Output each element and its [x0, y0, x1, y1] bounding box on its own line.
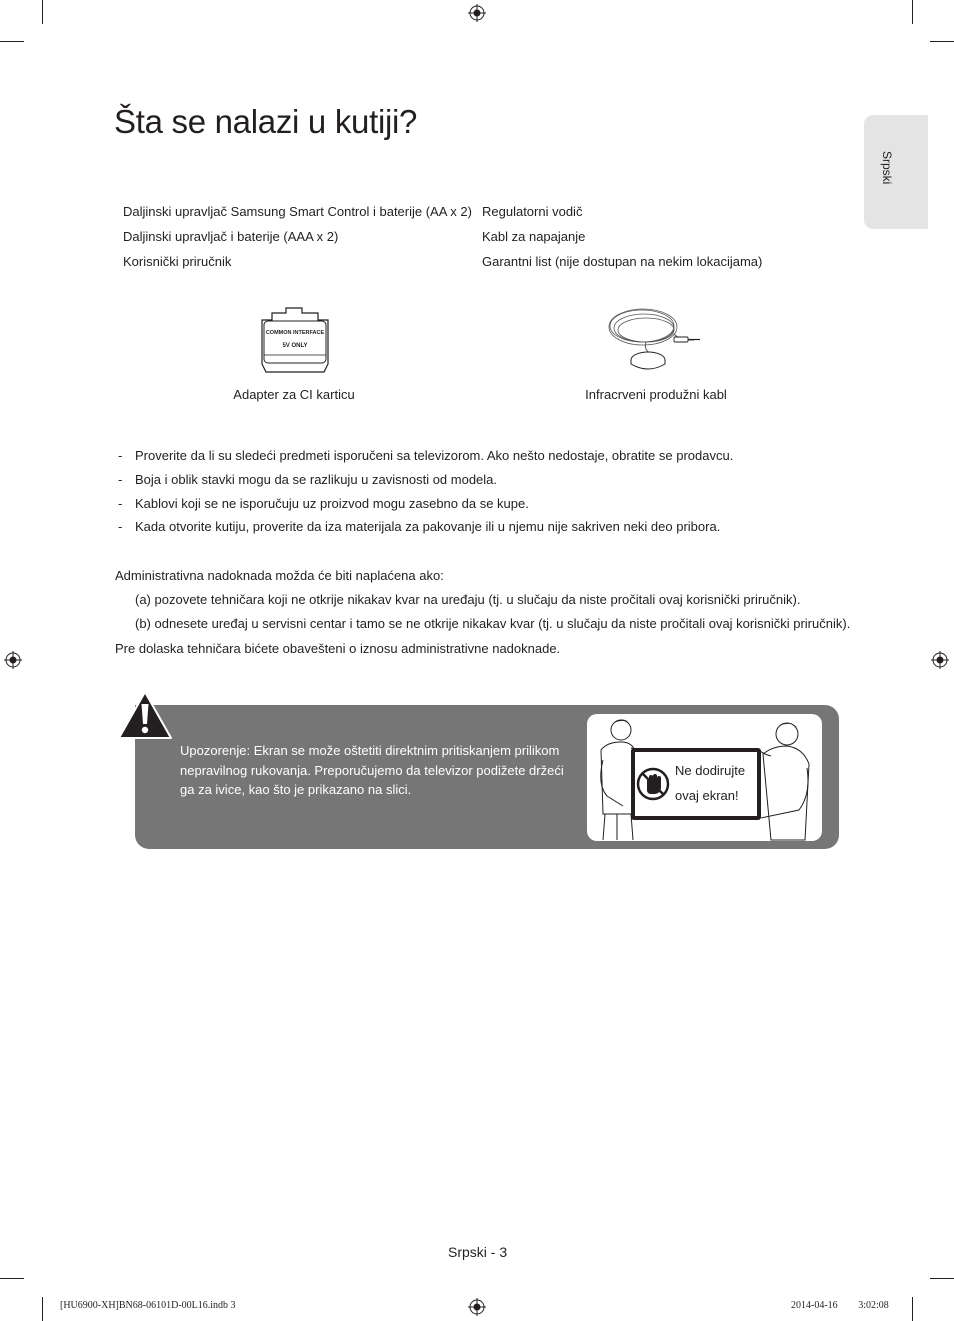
note-text: Kablovi koji se ne isporučuju uz proizvod mogu zasebno da se kupe. — [135, 496, 529, 511]
note-text: Proverite da li su sledeći predmeti isporučeni sa televizorom. Ako nešto nedostaje, obratite se prodavcu. — [135, 448, 734, 463]
registration-mark-icon — [4, 651, 22, 669]
no-touch-hand-icon — [636, 767, 670, 801]
ci-adapter-illustration — [258, 306, 332, 374]
warning-label: Upozorenje — [180, 743, 247, 758]
sign-text-line1: Ne dodirujte — [675, 763, 746, 778]
note-item — [118, 472, 497, 487]
warning-text — [180, 741, 575, 800]
crop-mark — [42, 1297, 43, 1321]
note-dash: - — [118, 519, 123, 534]
note-dash: - — [118, 496, 123, 511]
tv-handling-illustration — [587, 714, 822, 841]
note-text: Kada otvorite kutiju, proverite da iza materijala za pakovanje ili u njemu nije sakriven neki deo pribora. — [135, 519, 721, 534]
contents-item: Garantni list (nije dostupan na nekim lokacijama) — [482, 254, 763, 269]
note-item — [118, 496, 529, 511]
side-tab-label: Srpski — [880, 151, 894, 185]
ci-adapter-label-line2: 5V ONLY — [282, 343, 308, 349]
page-number: Srpski - 3 — [448, 1244, 508, 1260]
ci-adapter-caption: Adapter za CI karticu — [233, 387, 355, 402]
note-item — [118, 519, 720, 534]
fee-case-a: (a) pozovete tehničara koji ne otkrije nikakav kvar na uređaju (tj. u slučaju da niste pročitali ovaj korisnički priručnik). — [135, 592, 801, 607]
note-dash: - — [118, 472, 123, 487]
crop-mark — [0, 41, 24, 42]
crop-mark — [930, 41, 954, 42]
fee-intro: Administrativna nadoknada možda će biti naplaćena ako: — [115, 568, 444, 583]
page-title: Šta se nalazi u kutiji? — [114, 103, 418, 140]
note-text: Boja i oblik stavki mogu da se razlikuju u zavisnosti od modela. — [135, 472, 498, 487]
crop-mark — [42, 0, 43, 24]
warning-triangle-icon — [117, 690, 173, 740]
note-dash: - — [118, 448, 123, 463]
contents-item: Daljinski upravljač Samsung Smart Control i baterije (AA x 2) — [123, 204, 472, 219]
note-item — [118, 448, 733, 463]
registration-mark-icon — [931, 651, 949, 669]
sign-text-line2: ovaj ekran! — [675, 788, 739, 803]
fee-outro: Pre dolaska tehničara bićete obavešteni o iznosu administrativne nadoknade. — [115, 641, 561, 656]
contents-item: Kabl za napajanje — [482, 229, 586, 244]
registration-mark-icon — [468, 1298, 486, 1316]
print-slug-right: 2014-04-16 ￿￿ 3:02:08 — [791, 1300, 889, 1311]
warning-body: : Ekran se može oštetiti direktnim pritiskanjem prilikom nepravilnog rukovanja. Preporučujemo da televizor podižete držeći ga za ivice, kao što je prikazano na slici. — [180, 743, 564, 797]
contents-item: Daljinski upravljač i baterije (AAA x 2) — [123, 229, 339, 244]
ir-cable-illustration — [604, 304, 704, 376]
crop-mark — [0, 1278, 24, 1279]
contents-item: Korisnički priručnik — [123, 254, 232, 269]
registration-mark-icon — [468, 4, 486, 22]
language-side-tab — [864, 115, 928, 229]
crop-mark — [912, 1297, 913, 1321]
contents-item: Regulatorni vodič — [482, 204, 583, 219]
print-slug-left: [HU6900-XH]BN68-06101D-00L16.indb 3 — [60, 1300, 236, 1311]
crop-mark — [930, 1278, 954, 1279]
fee-case-b: (b) odnesete uređaj u servisni centar i tamo se ne otkrije nikakav kvar (tj. u slučaju da niste pročitali ovaj korisnički priručnik). — [135, 616, 851, 631]
ir-cable-caption: Infracrveni produžni kabl — [585, 387, 727, 402]
ci-adapter-label-line1: COMMON INTERFACE — [265, 330, 325, 336]
crop-mark — [912, 0, 913, 24]
